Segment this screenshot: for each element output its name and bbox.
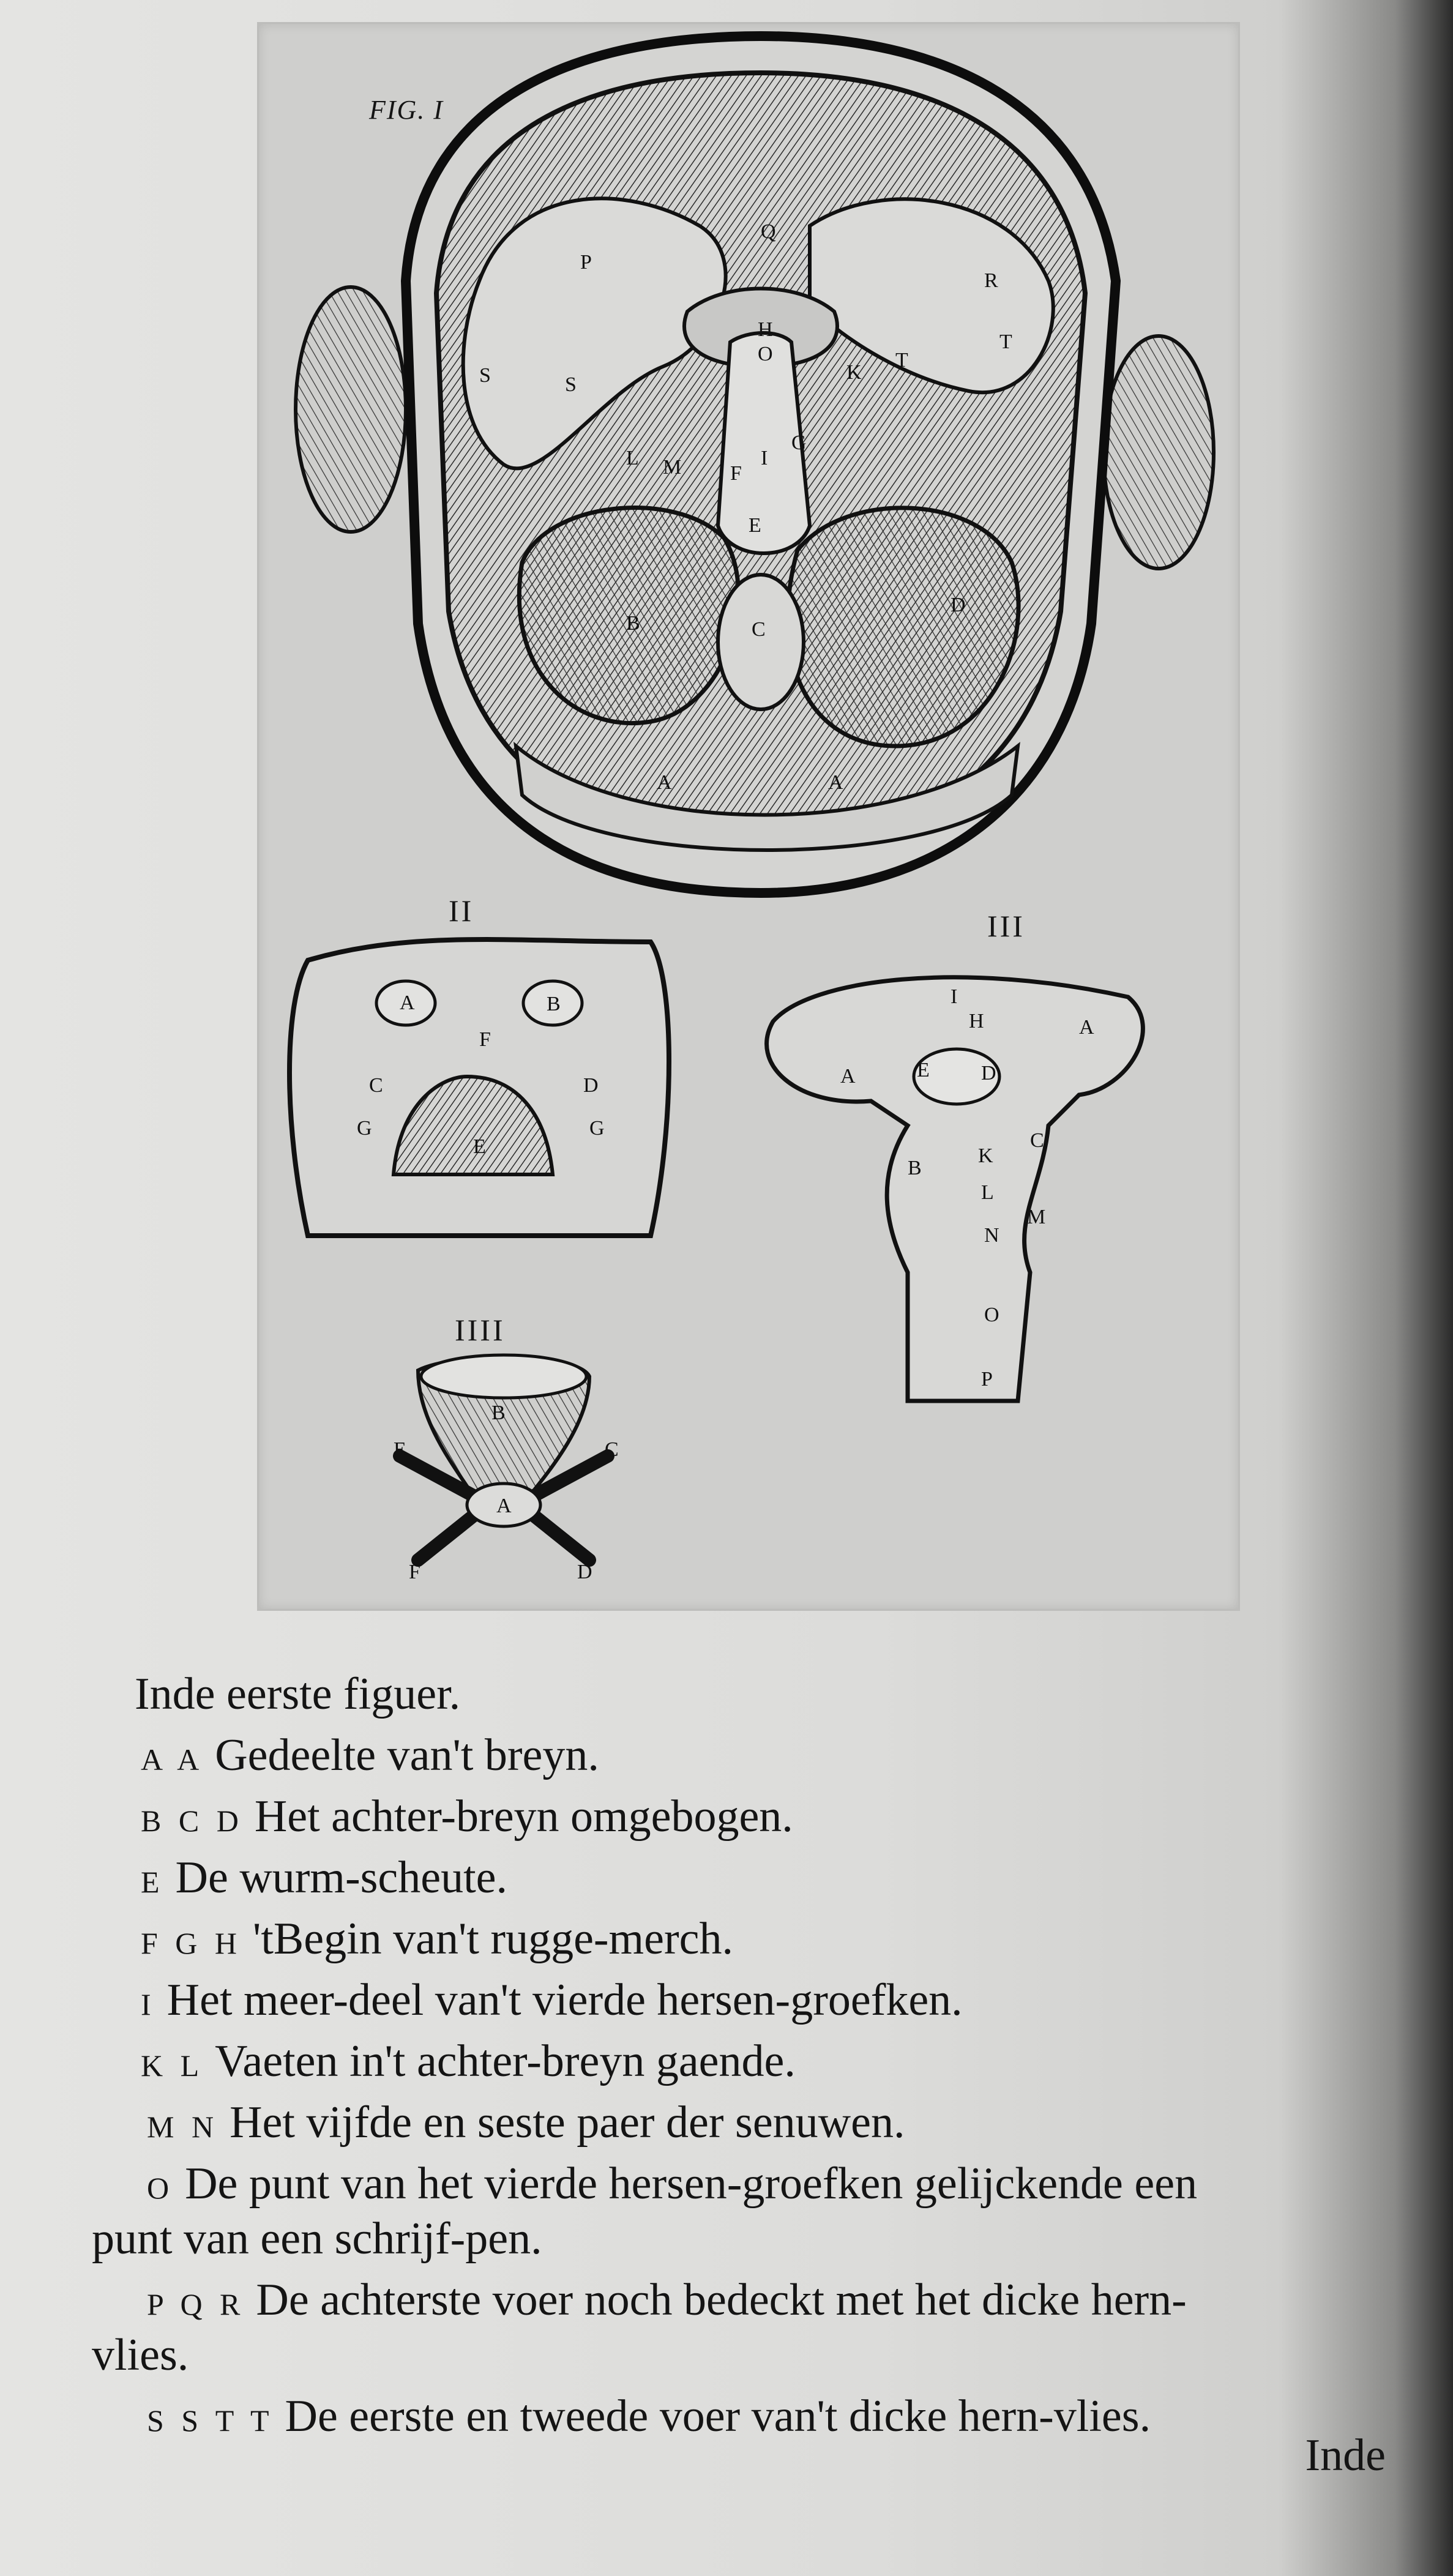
svg-text:N: N — [984, 1224, 999, 1247]
caption-entry: S S T T De eerste en tweede voer van't dicke hern-vlies. — [147, 2391, 1151, 2441]
engraved-plate — [257, 22, 1240, 1611]
figure-4 — [394, 1355, 619, 1583]
svg-text:O: O — [984, 1304, 999, 1326]
caption-entry: A A Gedeelte van't breyn. — [141, 1730, 599, 1780]
fig-3-label: III — [987, 909, 1025, 943]
caption-heading: Inde eerste figuer. — [135, 1669, 461, 1719]
fig1-label-h: H — [758, 318, 773, 341]
svg-text:L: L — [981, 1181, 994, 1204]
figure-1-skull — [296, 36, 1214, 893]
svg-text:B: B — [908, 1157, 922, 1179]
fig1-label-l: L — [626, 447, 639, 469]
right-ear — [1104, 336, 1214, 569]
svg-text:D: D — [577, 1561, 592, 1583]
svg-text:M: M — [1027, 1206, 1046, 1228]
svg-text:D: D — [583, 1074, 599, 1097]
caption-entry-continuation: vlies. — [92, 2330, 189, 2380]
svg-text:D: D — [981, 1062, 996, 1085]
svg-text:A: A — [496, 1495, 512, 1517]
svg-text:P: P — [981, 1368, 993, 1391]
caption-entry: I Het meer-deel van't vierde hersen-groefken. — [141, 1975, 963, 2025]
svg-text:E: E — [473, 1135, 486, 1158]
fig1-label-s1: S — [479, 364, 491, 387]
fig1-label-c: C — [752, 618, 766, 641]
fig1-label-i: I — [761, 447, 768, 469]
svg-text:A: A — [1079, 1016, 1094, 1039]
fig1-label-q: Q — [761, 220, 776, 243]
fig3-brainstem — [767, 977, 1143, 1401]
fig-1-label: FIG. I — [369, 95, 444, 125]
caption-entry: E De wurm-scheute. — [141, 1853, 508, 1903]
left-ear — [296, 287, 406, 532]
fig1-label-g: G — [791, 431, 807, 454]
svg-text:G: G — [357, 1117, 372, 1140]
fig1-label-b: B — [626, 612, 640, 635]
fig1-label-f: F — [730, 462, 742, 485]
caption-entry: O De punt van het vierde hersen-groefken gelijckende een — [147, 2159, 1198, 2209]
svg-text:F: F — [479, 1028, 491, 1051]
fig1-label-m: M — [663, 456, 682, 479]
fig1-label-p: P — [580, 251, 592, 274]
svg-text:C: C — [605, 1438, 619, 1461]
svg-text:C: C — [369, 1074, 383, 1097]
svg-text:C: C — [1030, 1129, 1044, 1152]
fig1-label-a2: A — [828, 771, 843, 794]
fig1-label-r: R — [984, 269, 998, 292]
figure-3 — [767, 977, 1143, 1401]
fig1-label-e: E — [749, 514, 761, 537]
fig-2-label: II — [449, 894, 474, 928]
figure-2 — [289, 939, 669, 1236]
fig1-label-a1: A — [657, 771, 672, 794]
caption-entry: P Q R De achterste voer noch bedeckt met het dicke hern- — [147, 2275, 1187, 2325]
fig1-label-t1: T — [895, 349, 908, 371]
svg-text:B: B — [547, 993, 561, 1015]
fig1-label-d: D — [951, 594, 966, 616]
svg-text:H: H — [969, 1010, 984, 1032]
svg-text:A: A — [400, 991, 415, 1014]
caption-entry: M N Het vijfde en seste paer der senuwen. — [147, 2097, 905, 2148]
svg-text:A: A — [840, 1065, 856, 1088]
caption-entry: K L Vaeten in't achter-breyn gaende. — [141, 2036, 796, 2086]
caption-entry-continuation: punt van een schrijf-pen. — [92, 2214, 542, 2264]
fig-4-label: IIII — [455, 1313, 506, 1347]
svg-text:E: E — [394, 1438, 406, 1461]
catchword: Inde — [1305, 2430, 1386, 2481]
svg-text:F: F — [409, 1561, 420, 1583]
caption-entry: B C D Het achter-breyn omgebogen. — [141, 1791, 793, 1842]
vermis — [718, 575, 804, 709]
fig1-label-o: O — [758, 343, 773, 365]
svg-text:G: G — [589, 1117, 605, 1140]
fig1-label-k: K — [846, 361, 862, 384]
caption-entry: F G H 'tBegin van't rugge-merch. — [141, 1914, 733, 1964]
fig1-label-s2: S — [565, 373, 577, 396]
svg-text:B: B — [491, 1402, 506, 1424]
fig1-label-t2: T — [999, 330, 1012, 353]
svg-text:K: K — [978, 1144, 993, 1167]
svg-text:I: I — [951, 985, 958, 1008]
anatomical-engraving — [259, 24, 1238, 1609]
svg-text:E: E — [917, 1059, 930, 1081]
